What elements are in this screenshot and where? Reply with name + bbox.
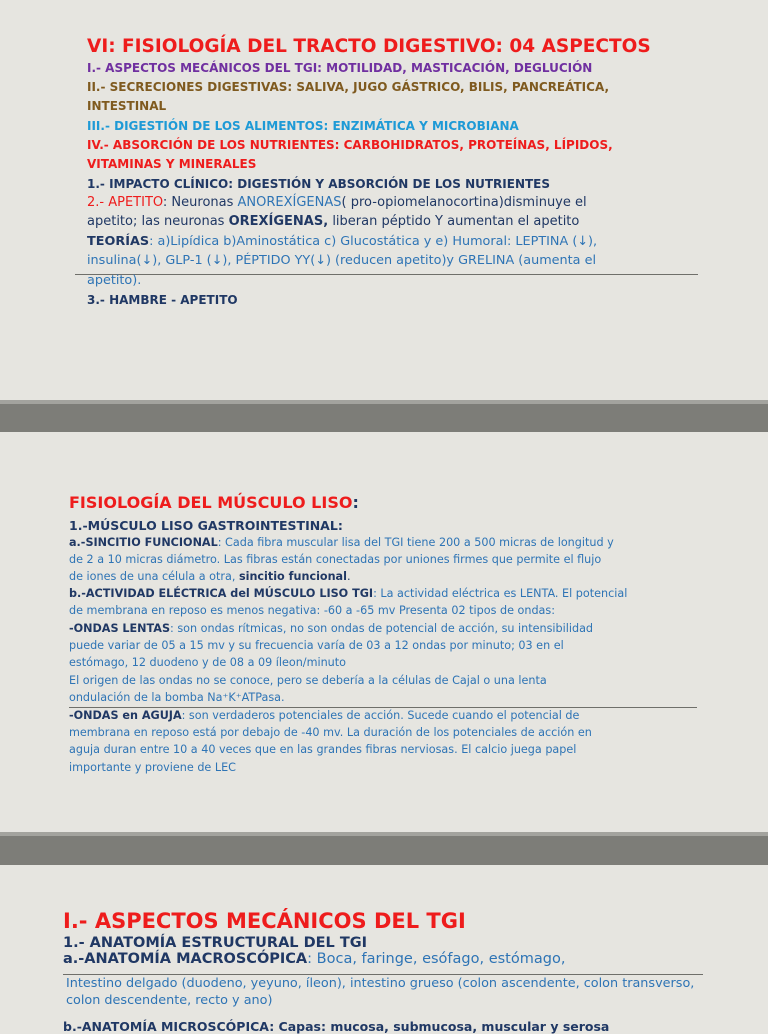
actividad-label: b.-ACTIVIDAD ELÉCTRICA del MÚSCULO LISO TGI [69,587,374,600]
sincitio-period: . [346,570,351,583]
point-2-line1 [87,195,587,210]
slide-title: I.- ASPECTOS MECÁNICOS DEL TGI [63,909,466,933]
ondas-aguja-line4: importante y proviene de LEC [69,761,236,774]
ondas-lentas-line4: El origen de las ondas no se conoce, pero se debería a la células de Cajal o una lenta [69,674,547,687]
sincitio-line1 [69,536,614,549]
teorias-line3: apetito). [87,273,142,288]
ondas-aguja-line3: aguja duran entre 10 a 40 veces que en las grandes fibras nerviosas. El calcio juega papel [69,743,577,756]
title-colon: : [352,493,359,512]
section-heading: 1.- ANATOMÍA ESTRUCTURAL DEL TGI [63,935,368,951]
ondas-lentas-line1 [69,622,593,635]
teorias-label: TEORÍAS [87,234,150,249]
teorias-line1 [87,234,597,249]
actividad-text: : La actividad eléctrica es LENTA. El potencial [373,587,628,600]
orexigenas-term: OREXÍGENAS, [228,214,329,229]
macroscopica-line3: colon descendente, recto y ano) [66,993,273,1008]
actividad-line2: de membrana en reposo es menos negativa: -60 a -65 mv Presenta 02 tipos de ondas: [69,604,555,617]
divider-line [75,274,698,275]
page-separator [0,400,768,432]
ondas-lentas-label: -ONDAS LENTAS [69,622,171,635]
sincitio-line3 [69,570,351,583]
sincitio-line2: de 2 a 10 micras diámetro. Las fibras están conectadas por uniones firmes que permite el flujo [69,553,602,566]
macroscopica-label: a.-ANATOMÍA MACROSCÓPICA [63,951,308,967]
macroscopica-line1 [63,951,565,967]
title-text: FISIOLOGÍA DEL MÚSCULO LISO [69,493,353,512]
macroscopica-text: : Boca, faringe, esófago, estómago, [307,951,566,967]
point-2-text: : Neuronas [162,195,238,210]
point-2-line2-a: apetito; las neuronas [87,214,229,229]
divider-line [63,974,703,975]
sincitio-line3-text: de iones de una célula a otra, [69,570,239,583]
outline-item-2-line1: II.- SECRECIONES DIGESTIVAS: SALIVA, JUGO GÁSTRICO, BILIS, PANCREÁTICA, [87,80,610,94]
anorexigenas-term: ANOREXÍGENAS [237,195,342,210]
outline-item-4-line1: IV.- ABSORCIÓN DE LOS NUTRIENTES: CARBOHIDRATOS, PROTEÍNAS, LÍPIDOS, [87,138,613,152]
teorias-line2: insulina(↓), GLP-1 (↓), PÉPTIDO YY(↓) (reducen apetito)y GRELINA (aumenta el [87,253,597,268]
ondas-aguja-line1 [69,709,579,722]
ondas-lentas-text: : son ondas rítmicas, no son ondas de potencial de acción, su intensibilidad [170,622,594,635]
teorias-text: : a)Lipídica b)Aminostática c) Glucostática y e) Humoral: LEPTINA (↓), [149,234,598,249]
ondas-aguja-text: : son verdaderos potenciales de acción. Sucede cuando el potencial de [181,709,580,722]
slide-title [69,493,359,512]
outline-item-3: III.- DIGESTIÓN DE LOS ALIMENTOS: ENZIMÁTICA Y MICROBIANA [87,119,519,133]
point-2-line2 [87,214,579,229]
ondas-aguja-label: -ONDAS en AGUJA [69,709,182,722]
ondas-lentas-line5: ondulación de la bomba Na⁺K⁺ATPasa. [69,691,285,704]
actividad-line1 [69,587,627,600]
section-heading: 1.-MÚSCULO LISO GASTROINTESTINAL: [69,518,343,533]
sincitio-text: : Cada fibra muscular lisa del TGI tiene 200 a 500 micras de longitud y [217,536,614,549]
outline-item-2-line2: INTESTINAL [87,99,167,113]
point-2-text-b: ( pro-opiomelanocortina)disminuye el [341,195,587,210]
slide-1 [0,0,768,400]
macroscopica-line2: Intestino delgado (duodeno, yeyuno, íleon), intestino grueso (colon ascendente, colon transverso, [66,976,695,991]
ondas-lentas-line3: estómago, 12 duodeno y de 08 a 09 íleon/minuto [69,656,346,669]
point-2-label: 2.- APETITO [87,195,163,210]
outline-item-4-line2: VITAMINAS Y MINERALES [87,157,257,171]
sincitio-funcional-term: sincitio funcional [238,570,347,583]
outline-item-1: I.- ASPECTOS MECÁNICOS DEL TGI: MOTILIDAD, MASTICACIÓN, DEGLUCIÓN [87,61,593,75]
point-2-line2-b: liberan péptido Y aumentan el apetito [328,214,580,229]
point-3: 3.- HAMBRE - APETITO [87,293,238,307]
divider-line [69,707,697,708]
page-separator [0,832,768,865]
slide-2 [0,432,768,832]
point-1: 1.- IMPACTO CLÍNICO: DIGESTIÓN Y ABSORCIÓN DE LOS NUTRIENTES [87,177,551,191]
microscopica-line-partial: b.-ANATOMÍA MICROSCÓPICA: Capas: mucosa, submucosa, muscular y serosa [63,1019,610,1034]
slide-title: VI: FISIOLOGÍA DEL TRACTO DIGESTIVO: 04 ASPECTOS [87,36,651,57]
ondas-aguja-line2: membrana en reposo está por debajo de -40 mv. La duración de los potenciales de acción en [69,726,592,739]
slide-3 [0,865,768,1034]
sincitio-label: a.-SINCITIO FUNCIONAL [69,536,218,549]
ondas-lentas-line2: puede variar de 05 a 15 mv y su frecuencia varía de 03 a 12 ondas por minuto; 03 en el [69,639,564,652]
